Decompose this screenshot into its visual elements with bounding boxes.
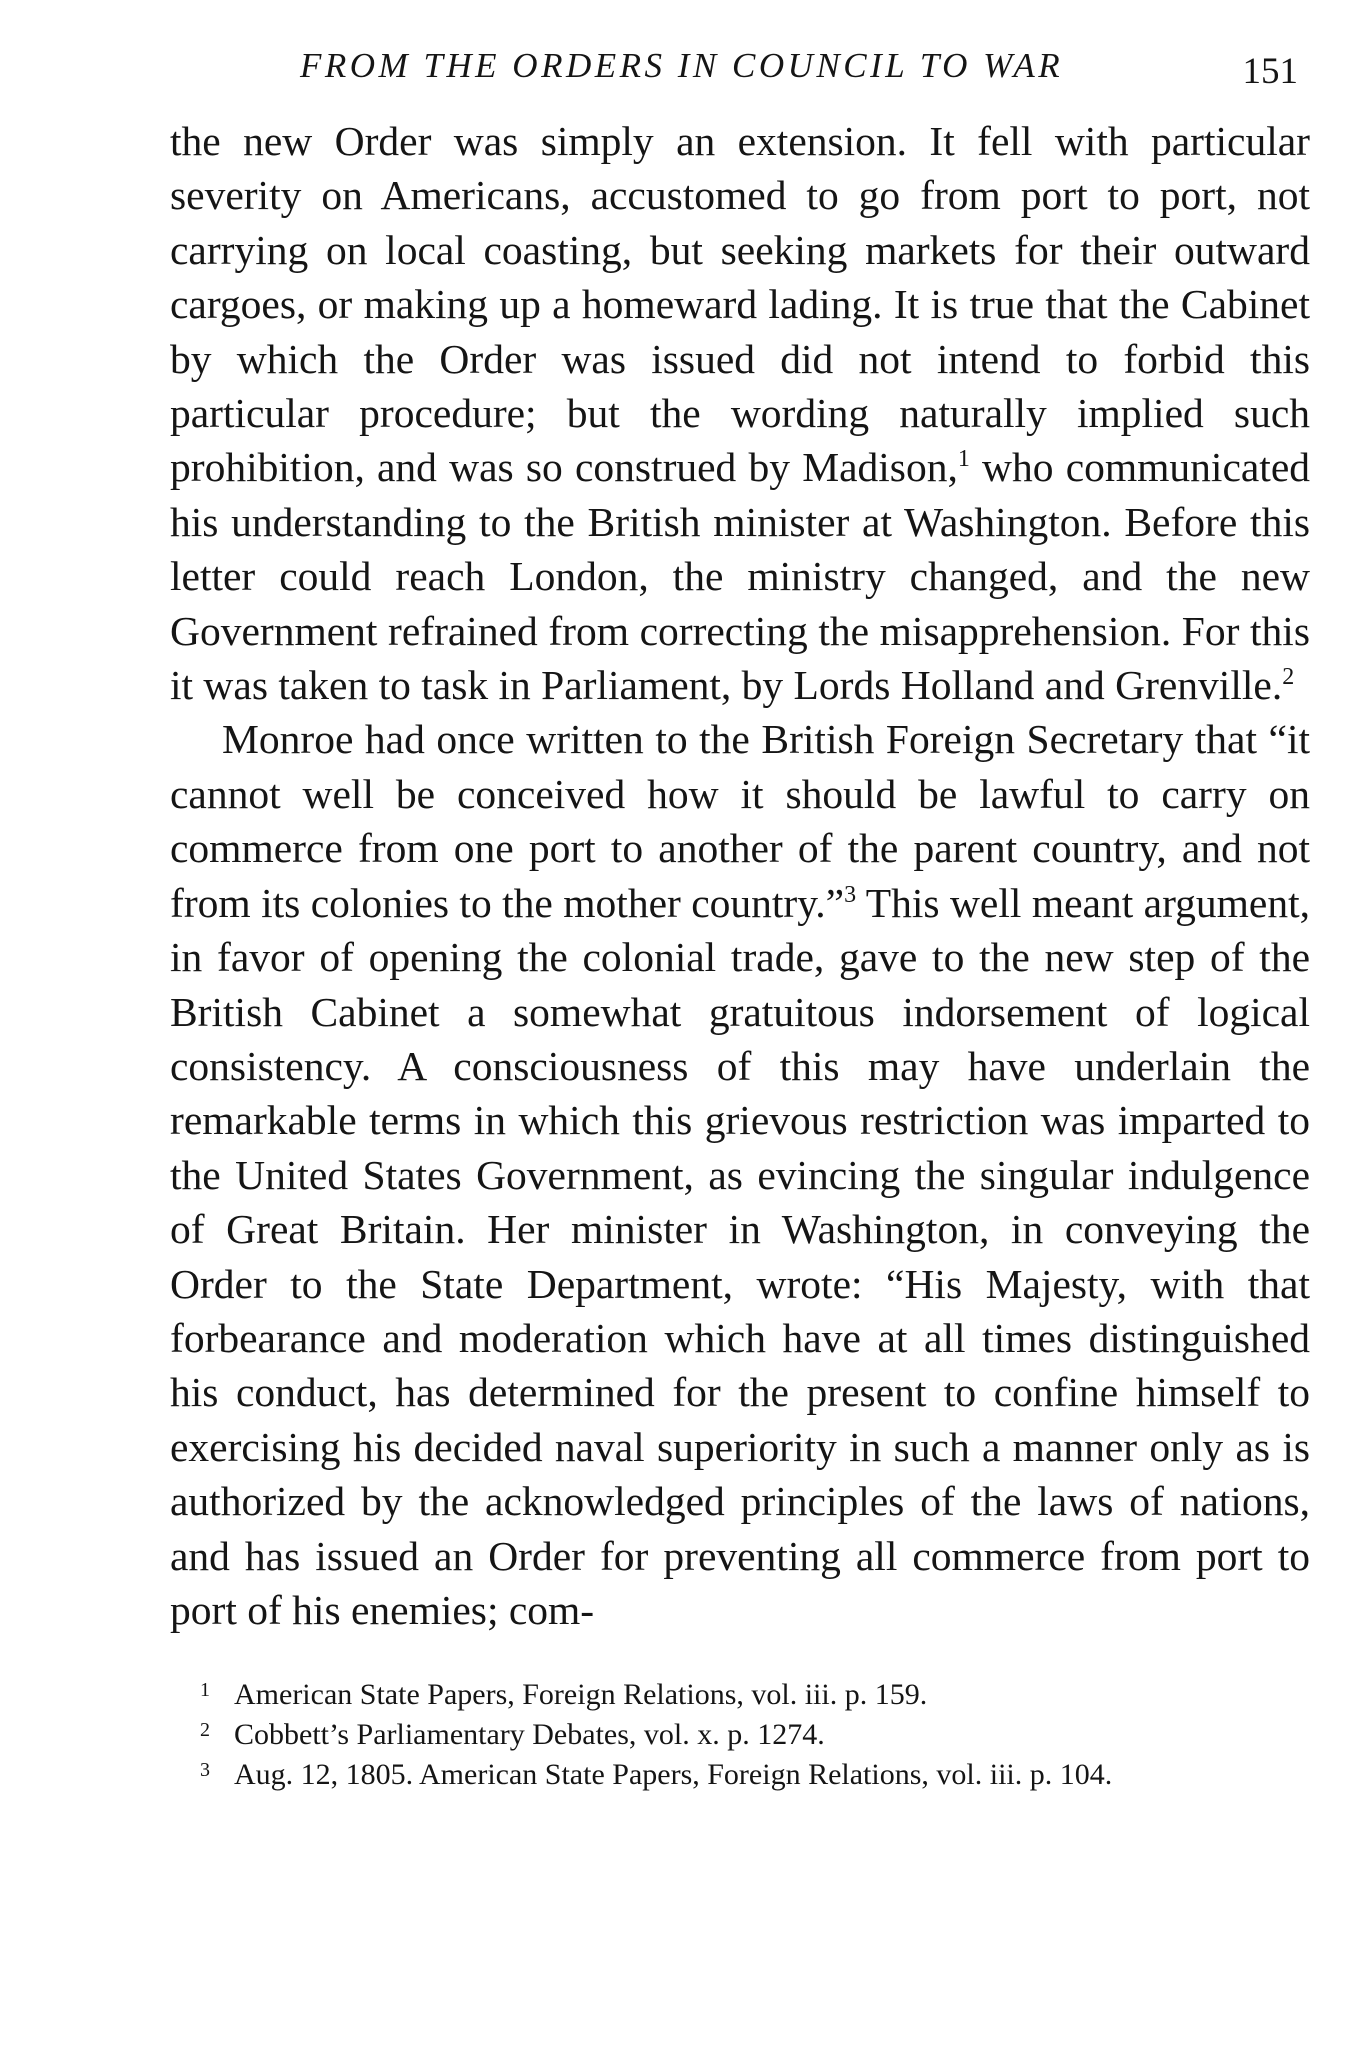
footnote-ref-3: 3 [844, 881, 857, 908]
footnote-ref-1: 1 [957, 446, 970, 473]
footnote-mark: 3 [200, 1759, 210, 1782]
book-page [170, 40, 1310, 1795]
paragraph-1 [170, 114, 1310, 712]
footnote-text: Cobbett’s Parliamentary Debates, vol. x. p. 1274. [234, 1718, 825, 1752]
footnote-text: American State Papers, Foreign Relations, vol. iii. p. 159. [234, 1678, 928, 1712]
footnote-mark: 1 [200, 1679, 210, 1702]
footnote-text: Aug. 12, 1805. American State Papers, Foreign Relations, vol. iii. p. 104. [234, 1758, 1113, 1792]
page-number: 151 [1242, 51, 1298, 92]
paragraph-1-part-1: the new Order was simply an extension. It fell with particular severity on Americans, accustomed to go from port to port, not carrying on local coasting, but seeking markets for their outward cargoes, or making up a homeward lading. It is true that the Cabinet by which the Order was issued did not intend to forbid this particular procedure; but the wording naturally implied such prohibition, and was so construed by Madison, [170, 118, 1310, 491]
running-title: FROM THE ORDERS IN COUNCIL TO WAR [300, 46, 1064, 85]
paragraph-2-part-1: Monroe had once written to the British Foreign Secretary that “it cannot well be conceived how it should be lawful to carry on commerce from one port to another of the parent country, and not from its colonies to the mother country.” [170, 716, 1310, 926]
footnotes [170, 1675, 1310, 1795]
running-head [170, 40, 1310, 106]
body-text [170, 114, 1310, 1637]
footnote-1 [200, 1675, 1310, 1715]
footnote-2 [200, 1715, 1310, 1755]
paragraph-2 [170, 712, 1310, 1637]
footnote-mark: 2 [200, 1719, 210, 1742]
footnote-3 [200, 1755, 1310, 1795]
paragraph-1-part-2: who communicated his understanding to the British minister at Washington. Before this letter could reach London, the ministry changed, and the new Government refrained from correcting the misapprehension. For this it was taken to task in Parliament, by Lords Holland and Grenville. [170, 444, 1310, 709]
footnote-ref-2: 2 [1282, 664, 1295, 691]
paragraph-2-part-2: This well meant argument, in favor of opening the colonial trade, gave to the new step of the British Cabinet a somewhat gratuitous indorsement of logical consistency. A consciousness of this may have underlain the remarkable terms in which this grievous restriction was imparted to the United States Government, as evincing the singular indulgence of Great Britain. Her minister in Washington, in conveying the Order to the State Department, wrote: “His Majesty, with that forbearance and moderation which have at all times distinguished his conduct, has determined for the present to confine himself to exercising his decided naval superiority in such a manner only as is authorized by the acknowledged principles of the laws of nations, and has issued an Order for preventing all commerce from port to port of his enemies; com- [170, 879, 1310, 1633]
